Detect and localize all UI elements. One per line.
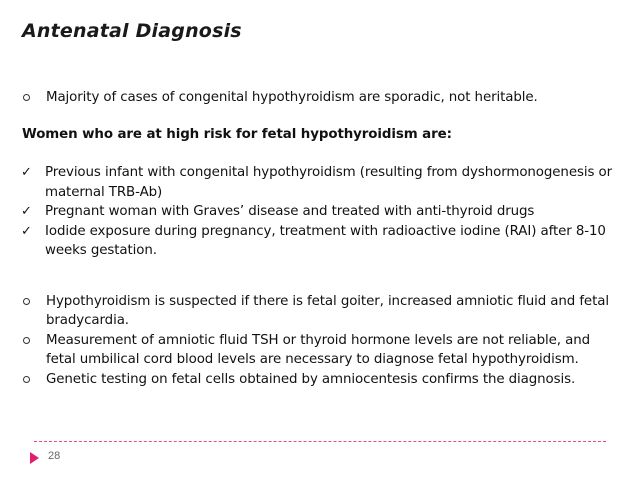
page-number: 28: [48, 450, 61, 462]
diagnosis-item: [22, 292, 622, 331]
checkmark-icon: ✓: [21, 165, 32, 180]
hollow-circle-icon: [23, 337, 30, 344]
slide-title: Antenatal Diagnosis: [22, 20, 242, 42]
footer-divider: [34, 441, 606, 442]
bullet-marker: [22, 370, 46, 390]
checkmark-icon: ✓: [21, 223, 32, 239]
diagnosis-item: [22, 331, 622, 370]
diagnosis-item-text: Measurement of amniotic fluid TSH or thyroid hormone levels are not reliable, and fetal umbilical cord blood levels are necessary to diagnose fetal hypothyroidism.: [46, 332, 590, 367]
hollow-circle-icon: [23, 94, 30, 101]
risk-item-text: Previous infant with congenital hypothyroidism (resulting from dyshormonogenesis or maternal TRB-Ab): [45, 165, 612, 200]
risk-item-text: Iodide exposure during pregnancy, treatment with radioactive iodine (RAI) after 8-10 weeks gestation.: [45, 223, 606, 258]
intro-bullet: [22, 88, 622, 108]
diagnosis-item: [22, 370, 622, 390]
risk-item: [22, 222, 622, 261]
risk-item: [22, 163, 622, 202]
risk-heading: Women who are at high risk for fetal hypothyroidism are:: [22, 126, 452, 142]
risk-item: [22, 202, 622, 222]
intro-text: Majority of cases of congenital hypothyroidism are sporadic, not heritable.: [46, 90, 538, 105]
play-triangle-icon: [30, 452, 39, 464]
hollow-circle-icon: [23, 376, 30, 383]
diagnosis-item-text: Hypothyroidism is suspected if there is fetal goiter, increased amniotic fluid and fetal bradycardia.: [46, 293, 609, 328]
checkmark-icon: ✓: [21, 204, 32, 219]
diagnosis-item-text: Genetic testing on fetal cells obtained by amniocentesis confirms the diagnosis.: [46, 371, 576, 387]
hollow-circle-icon: [23, 298, 30, 305]
risk-item-text: Pregnant woman with Graves’ disease and treated with anti-thyroid drugs: [45, 204, 535, 219]
bullet-marker: [22, 88, 46, 108]
bullet-marker: [22, 331, 46, 351]
bullet-marker: [22, 292, 46, 312]
slide-content: [22, 88, 622, 389]
spacer: [22, 261, 622, 292]
